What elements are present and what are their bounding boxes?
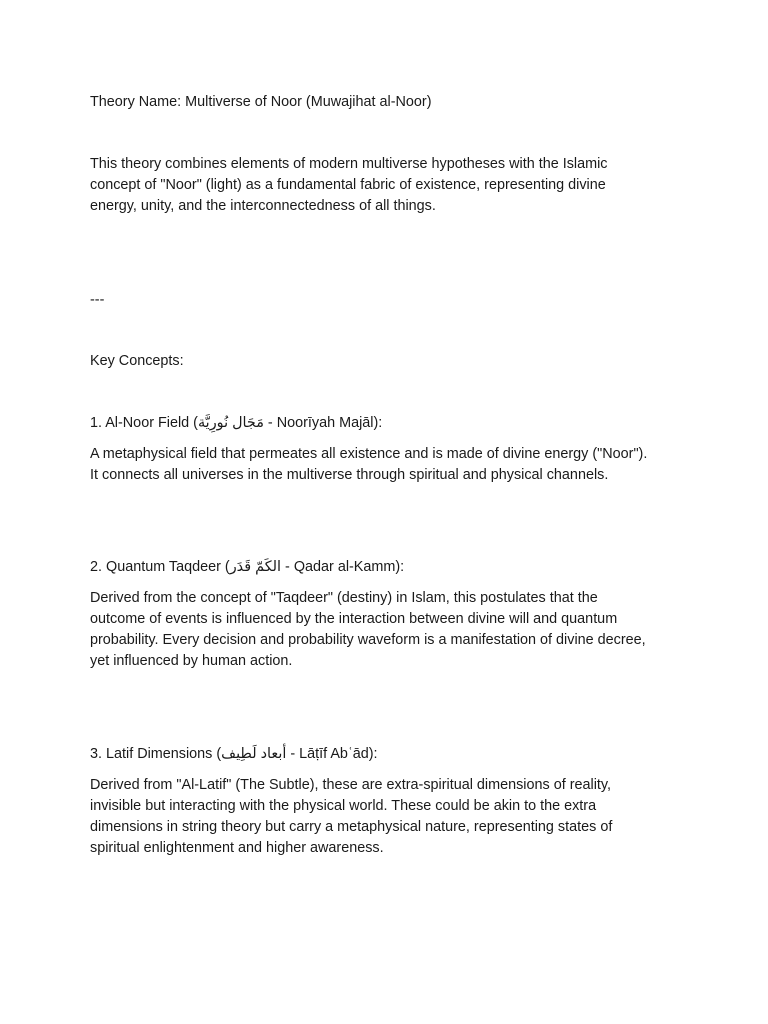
concept-body-line: dimensions in string theory but carry a metaphysical nature, representing states of bbox=[90, 819, 613, 835]
concept-body-line: Derived from "Al-Latif" (The Subtle), these are extra-spiritual dimensions of reality, bbox=[90, 777, 612, 793]
concept-heading: 1. Al-Noor Field (مَجَال نُورِيَّة - Noorīyah Majāl): bbox=[90, 415, 383, 431]
concept-body-line: yet influenced by human action. bbox=[90, 653, 293, 669]
theory-title: Theory Name: Multiverse of Noor (Muwajihat al-Noor) bbox=[90, 94, 432, 110]
concept-body bbox=[90, 444, 690, 486]
separator: --- bbox=[90, 292, 105, 308]
concept-body-line: Derived from the concept of "Taqdeer" (destiny) in Islam, this postulates that the bbox=[90, 590, 598, 606]
key-concepts-heading: Key Concepts: bbox=[90, 353, 184, 369]
concept-body-line: outcome of events is influenced by the interaction between divine will and quantum bbox=[90, 611, 618, 627]
concept-body-line: A metaphysical field that permeates all existence and is made of divine energy ("Noor"). bbox=[90, 446, 648, 462]
concept-body-line: probability. Every decision and probability waveform is a manifestation of divine decree, bbox=[90, 632, 646, 648]
intro-line: energy, unity, and the interconnectedness of all things. bbox=[90, 198, 436, 214]
concept-body bbox=[90, 775, 690, 859]
concept-body-line: spiritual enlightenment and higher awareness. bbox=[90, 840, 384, 856]
intro-paragraph bbox=[90, 154, 690, 217]
intro-line: concept of "Noor" (light) as a fundamental fabric of existence, representing divine bbox=[90, 177, 606, 193]
concept-body bbox=[90, 588, 690, 672]
intro-line: This theory combines elements of modern multiverse hypotheses with the Islamic bbox=[90, 156, 608, 172]
concept-body-line: invisible but interacting with the physical world. These could be akin to the extra bbox=[90, 798, 597, 814]
concept-heading: 2. Quantum Taqdeer (الكَمّ قَدَر - Qadar al-Kamm): bbox=[90, 559, 405, 575]
concept-heading: 3. Latif Dimensions (أبعاد لَطِيف - Lāṭīf Abʿād): bbox=[90, 746, 378, 762]
concept-body-line: It connects all universes in the multiverse through spiritual and physical channels. bbox=[90, 467, 609, 483]
